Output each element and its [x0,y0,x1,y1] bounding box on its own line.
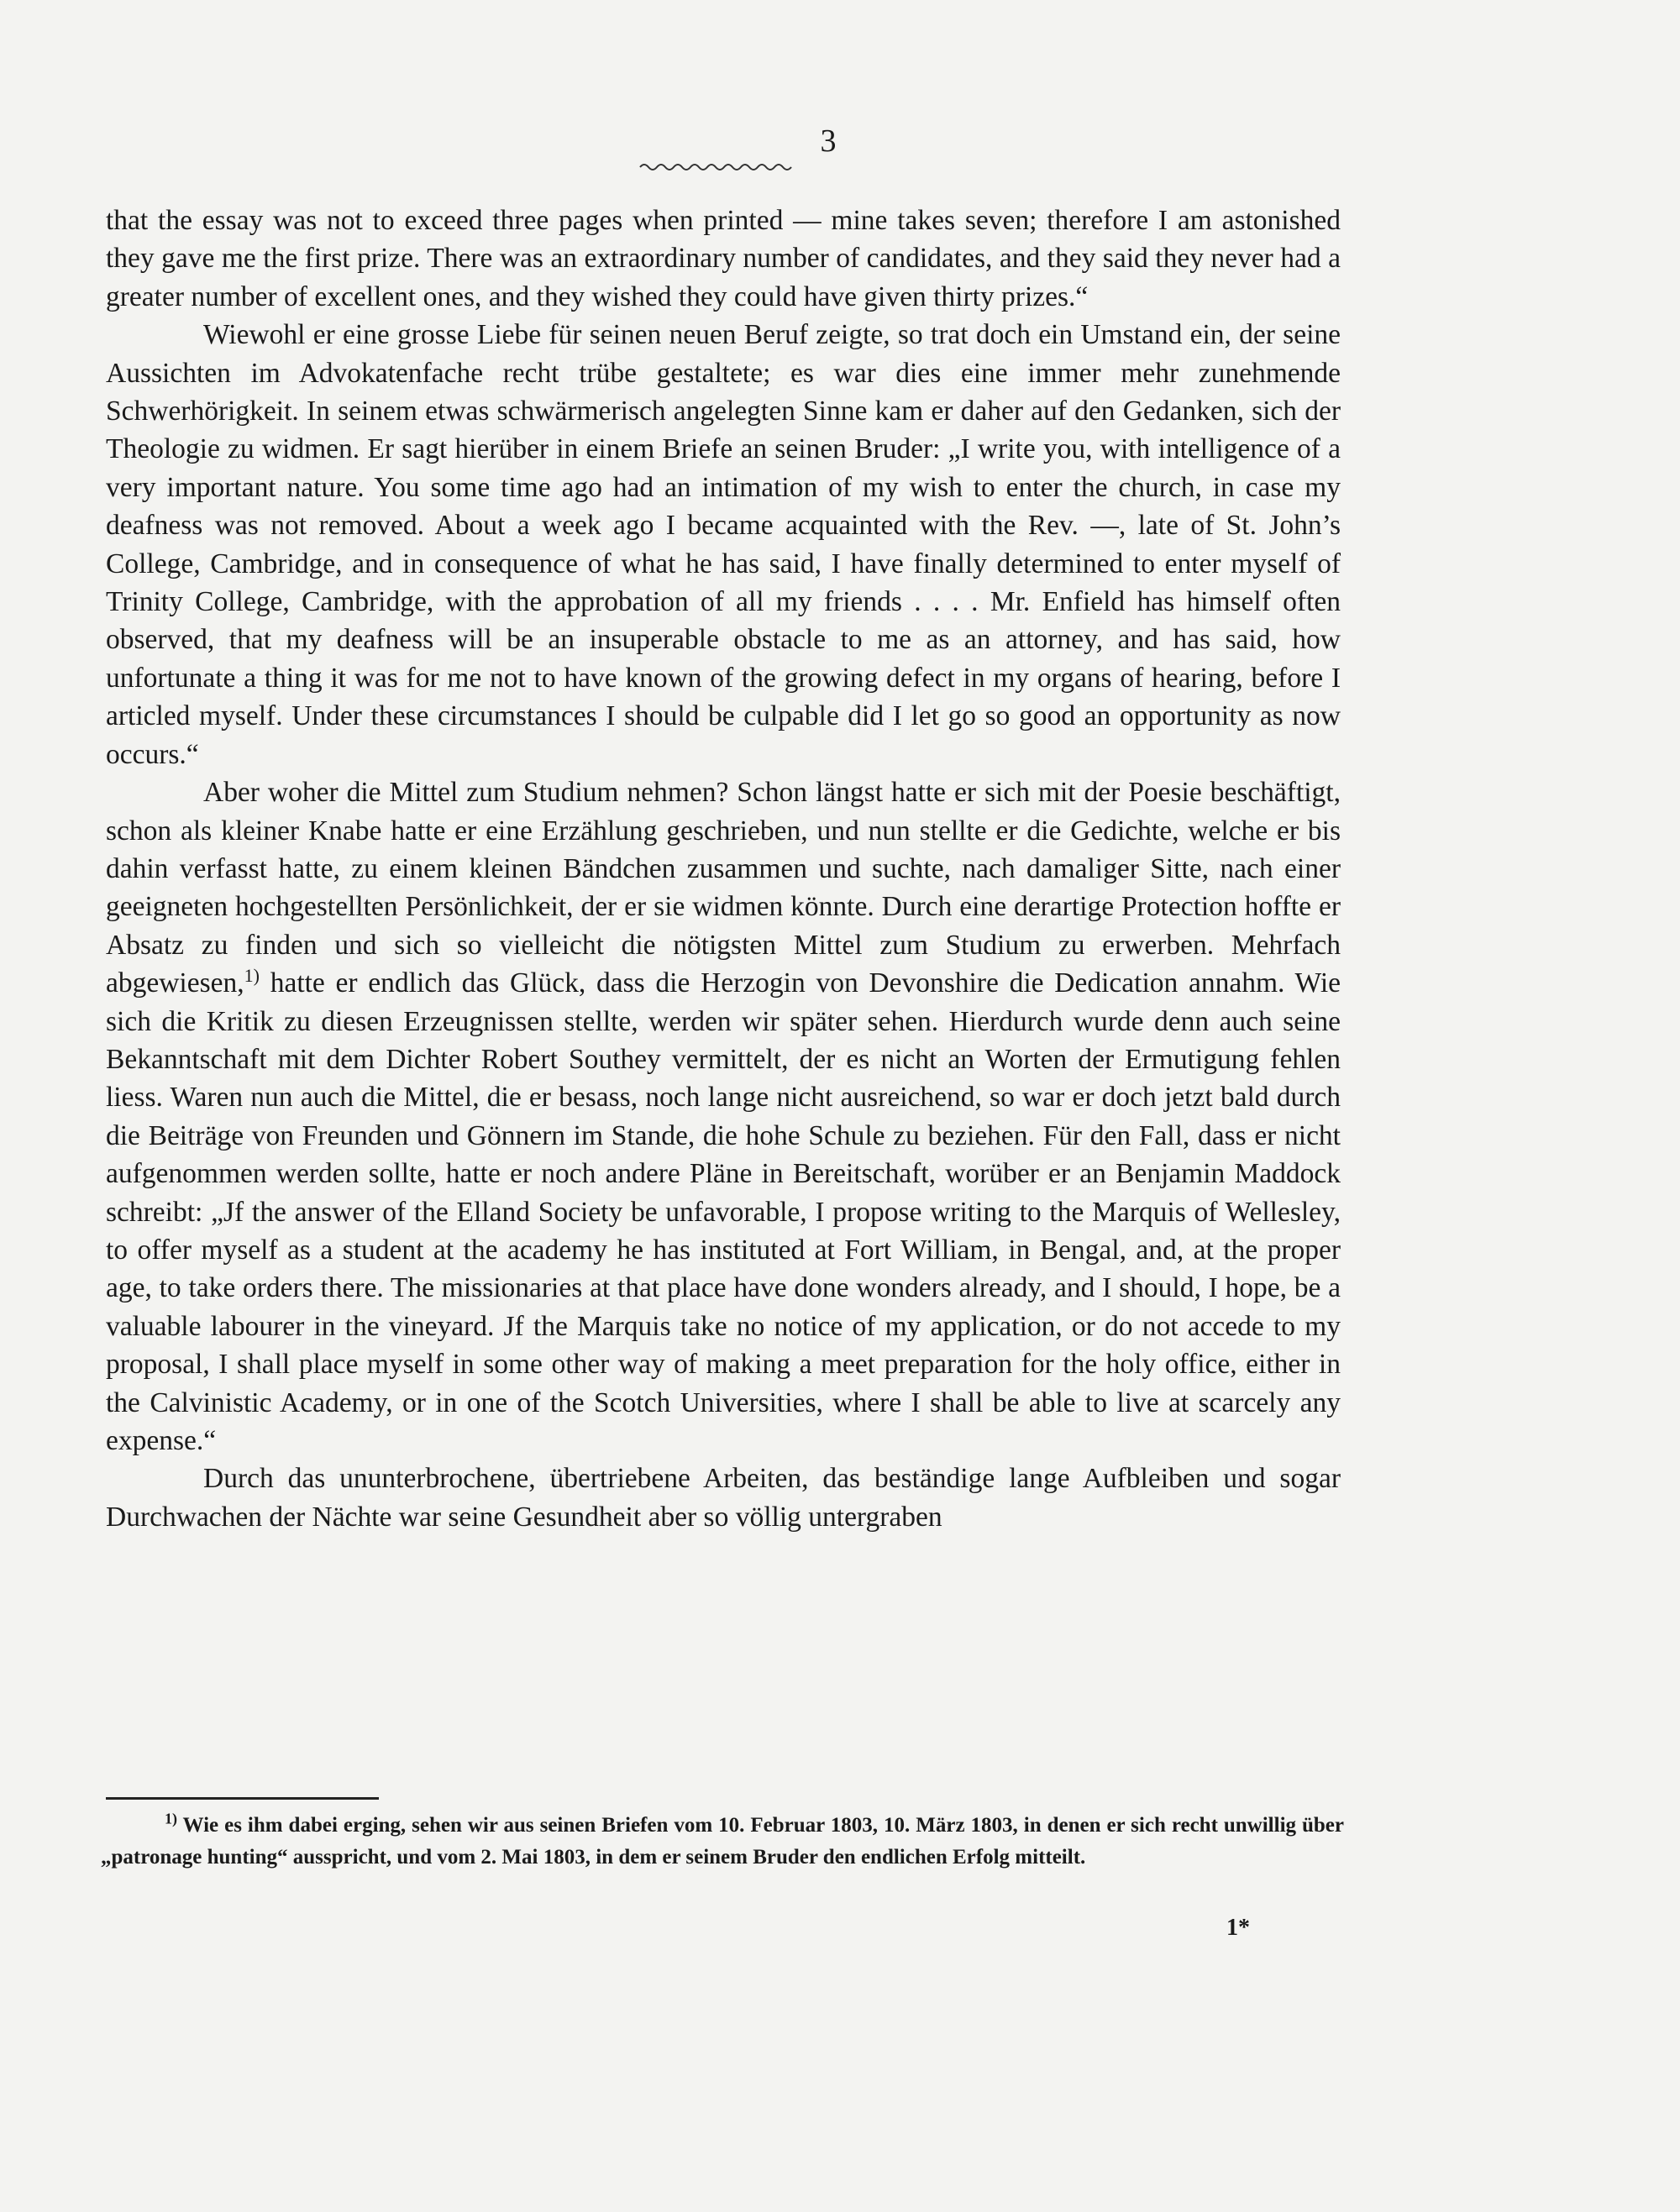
page-number-ornament [638,161,798,173]
paragraph-2: Wiewohl er eine grosse Liebe für seinen neuen Beruf zeigte, so trat doch ein Umstand ein, der seine Aussichten im Advokatenfache recht trübe gestaltete; es war dies eine immer mehr zunehmende Schwerhörigkeit. In seinem etwas schwärmerisch angelegten Sinne kam er daher auf den Gedanken, sich der Theologie zu widmen. Er sagt hierüber in einem Briefe an seinen Bruder: „I write you, with intelligence of a very important nature. You some time ago had an intimation of my wish to enter the church, in case my deafness was not removed. About a week ago I became acquainted with the Rev. —, late of St. John’s College, Cambridge, and in consequence of what he has said, I have finally determined to enter myself of Trinity College, Cambridge, with the approbation of all my friends . . . . Mr. Enfield has himself often observed, that my deafness will be an insuperable obstacle to me as an attorney, and has said, how unfortunate a thing it was for me not to have known of the growing defect in my organs of hearing, before I articled myself. Under these circumstances I should be culpable did I let go so good an opportunity as now occurs.“ [106,319,1341,770]
footnote-mark: 1) [165,1810,177,1827]
footnote-divider [106,1797,379,1800]
paragraph-4: Durch das ununterbrochene, übertriebene Arbeiten, das beständige lange Aufbleiben und sogar Durchwachen der Nächte war seine Gesundheit aber so völlig untergraben [106,1463,1341,1533]
page-number-text: 3 [820,123,837,159]
paragraph-1: that the essay was not to exceed three pages when printed — mine takes seven; therefore I am astonished they gave me the first prize. There was an extraordinary number of candidates, and they said they never had a greater number of excellent ones, and they wished they could have given thirty prizes.“ [106,205,1341,312]
paragraph-3 [106,773,1341,1460]
footnote [101,1810,1344,1874]
footnote-text: Wie es ihm dabei erging, sehen wir aus seinen Briefen vom 10. Februar 1803, 10. März 1803, in denen er sich recht unwillig über „patronage hunting“ ausspricht, und vom 2. Mai 1803, in dem er seinem Bruder den endlichen Erfolg mitteilt. [101,1814,1344,1869]
signature-mark: 1* [1226,1915,1250,1941]
page-number [0,124,1551,158]
paragraph-3-part-2: hatte er endlich das Glück, dass die Herzogin von Devonshire die Dedication annahm. Wie sich die Kritik zu diesen Erzeugnissen stellte, werden wir später sehen. Hierdurch wurde denn auch seine Bekanntschaft mit dem Dichter Robert Southey vermittelt, der es nicht an Worten der Ermutigung fehlen liess. Waren nun auch die Mittel, die er besass, noch lange nicht ausreichend, so war er doch jetzt bald durch die Beiträge von Freunden und Gönnern im Stande, die hohe Schule zu beziehen. Für den Fall, dass er nicht aufgenommen werden sollte, hatte er noch andere Pläne in Bereitschaft, worüber er an Benjamin Maddock schreibt: „Jf the answer of the Elland Society be unfavorable, I propose writing to the Marquis of Wellesley, to offer myself as a student at the academy he has instituted at Fort William, in Bengal, and, at the proper age, to take orders there. The missionaries at that place have done wonders already, and I should, I hope, be a valuable labourer in the vineyard. Jf the Marquis take no notice of my application, or do not accede to my proposal, I shall place myself in some other way of making a meet preparation for the holy office, either in the Calvinistic Academy, or in one of the Scotch Universities, where I shall be able to live at scarcely any expense.“ [106,967,1341,1456]
paragraph-3-part-1: Aber woher die Mittel zum Studium nehmen? Schon längst hatte er sich mit der Poesie beschäftigt, schon als kleiner Knabe hatte er eine Erzählung geschrieben, und nun stellte er die Gedichte, welche er bis dahin verfasst hatte, zu einem kleinen Bändchen zusammen und suchte, nach damaliger Sitte, nach einer geeigneten hochgestellten Persönlichkeit, der er sie widmen könnte. Durch eine derartige Protection hoffte er Absatz zu finden und sich so vielleicht die nötigsten Mittel zum Studium zu erwerben. Mehrfach abgewiesen, [106,777,1341,999]
main-text [106,202,1341,1536]
footnote-reference: 1) [244,964,260,986]
